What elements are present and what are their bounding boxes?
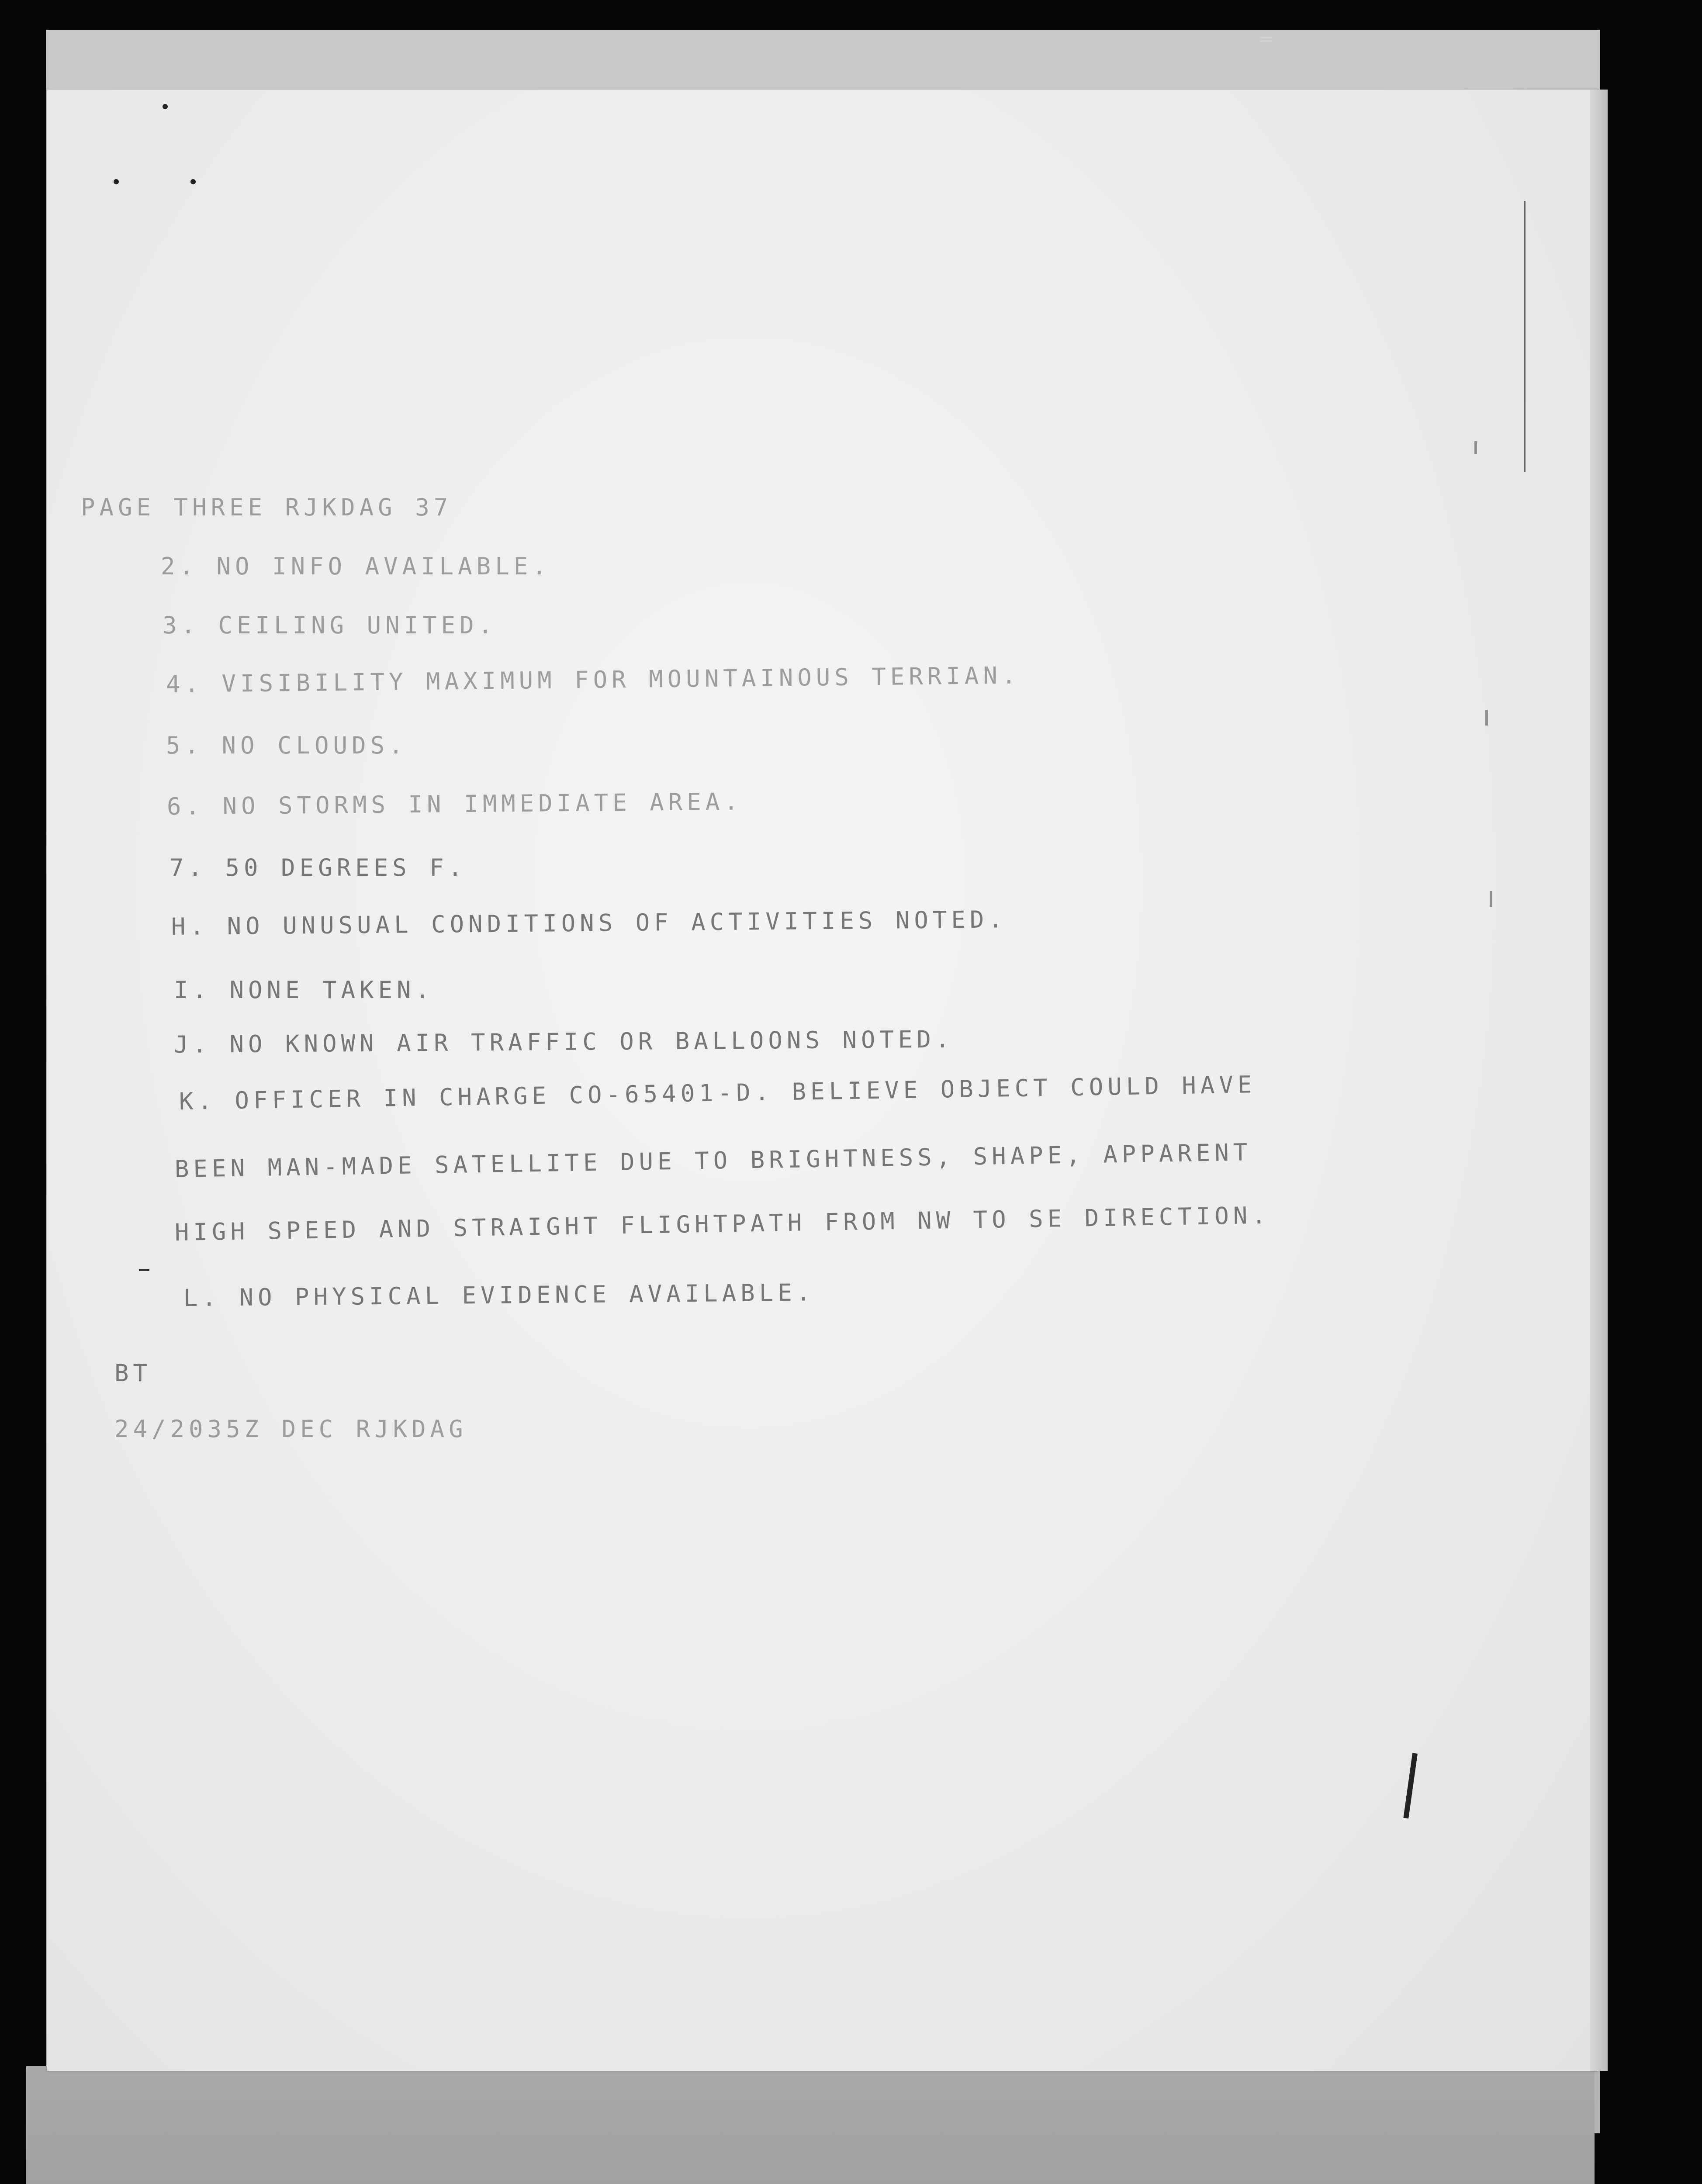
line-i: I. NONE TAKEN. — [174, 976, 434, 1004]
corner-mark: ⁼ — [1258, 26, 1274, 62]
margin-tick — [139, 1269, 149, 1271]
sheet-edge — [1590, 90, 1608, 2071]
line-k-cont-2: HIGH SPEED AND STRAIGHT FLIGHTPATH FROM NW TO SE DIRECTION. — [174, 1201, 1271, 1246]
line-3: 3. CEILING UNITED. — [163, 612, 497, 639]
line-5: 5. NO CLOUDS. — [166, 732, 408, 759]
punch-dot — [163, 104, 168, 109]
line-h: H. NO UNUSUAL CONDITIONS OF ACTIVITIES NOTED. — [171, 905, 1007, 940]
page-header: PAGE THREE RJKDAG 37 — [81, 494, 453, 521]
margin-speck — [1490, 891, 1492, 907]
line-j: J. NO KNOWN AIR TRAFFIC OR BALLOONS NOTED. — [173, 1025, 954, 1058]
margin-line — [1524, 201, 1526, 472]
punch-dot — [190, 179, 196, 184]
line-7: 7. 50 DEGREES F. — [170, 854, 467, 881]
line-2: 2. NO INFO AVAILABLE. — [161, 553, 551, 580]
scanner-bottom-strip — [26, 2066, 1595, 2184]
line-4: 4. VISIBILITY MAXIMUM FOR MOUNTAINOUS TERRIAN. — [166, 661, 1021, 698]
pen-stroke: | — [1395, 1742, 1428, 1820]
dtg-line: 24/2035Z DEC RJKDAG — [114, 1415, 467, 1443]
margin-speck — [1474, 441, 1477, 454]
line-l: L. NO PHYSICAL EVIDENCE AVAILABLE. — [183, 1279, 815, 1312]
punch-dot — [114, 179, 119, 184]
line-k-cont-1: BEEN MAN-MADE SATELLITE DUE TO BRIGHTNESS, SHAPE, APPARENT — [174, 1138, 1252, 1183]
line-6: 6. NO STORMS IN IMMEDIATE AREA. — [166, 788, 743, 820]
break-marker: BT — [114, 1359, 152, 1387]
margin-speck — [1485, 710, 1488, 726]
line-k: K. OFFICER IN CHARGE CO-65401-D. BELIEVE OBJECT COULD HAVE — [179, 1071, 1256, 1115]
